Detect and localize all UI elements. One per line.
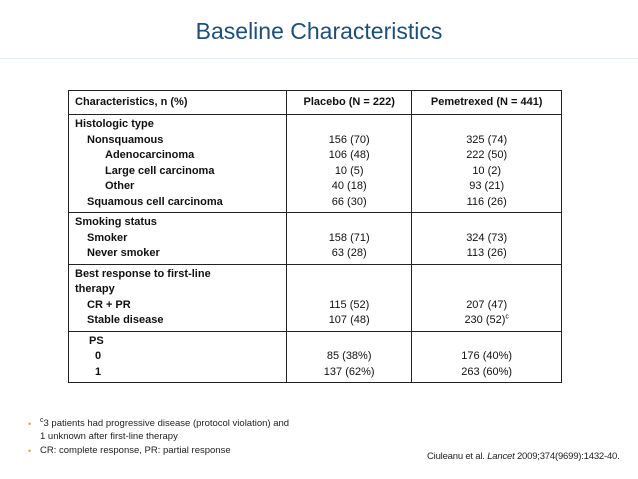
- cell-value: 324 (73): [466, 231, 508, 244]
- cell-value: 66 (30): [331, 195, 367, 208]
- footnote-marker: c: [40, 416, 44, 424]
- row-label: Nonsquamous: [87, 133, 164, 146]
- ps-heading: PS: [89, 334, 104, 347]
- cell-value: 85 (38%): [326, 350, 372, 362]
- cell-value: 207 (47): [466, 298, 508, 311]
- smoking-placebo-values: [287, 213, 412, 265]
- footnote-text: 3 patients had progressive disease (protocol violation) and: [43, 418, 290, 429]
- row-label: Large cell carcinoma: [105, 164, 215, 177]
- cell-value: 176 (40%): [461, 350, 513, 362]
- citation-details: 2009;374(9699):1432-40.: [514, 451, 620, 462]
- title-divider: [0, 58, 638, 59]
- cell-value: 222 (50): [466, 149, 508, 161]
- cell-value: [418, 313, 555, 329]
- histology-heading: Histologic type: [75, 118, 154, 130]
- cell-value: 115 (52): [329, 298, 370, 311]
- cell-value: 10 (5): [334, 164, 364, 177]
- cell-value: 116 (26): [466, 195, 507, 208]
- row-label: Other: [105, 180, 135, 192]
- cell-value: 263 (60%): [461, 365, 513, 378]
- bullet-icon: •: [28, 419, 32, 429]
- smoking-pemetrexed-values: [412, 213, 562, 265]
- cell-value: 107 (48): [328, 314, 370, 326]
- slide-title: Baseline Characteristics: [195, 18, 443, 44]
- baseline-characteristics-table: [68, 90, 562, 383]
- cell-value: 63 (28): [331, 247, 367, 259]
- row-label: 0: [95, 350, 102, 362]
- ps-pemetrexed-values: [412, 331, 562, 383]
- footnote-text-cont: 1 unknown after first-line therapy: [40, 430, 178, 442]
- row-label: Stable disease: [87, 314, 164, 326]
- histology-placebo-values: [287, 115, 412, 213]
- response-pemetrexed-values: [412, 264, 562, 331]
- table-header-row: [69, 91, 562, 115]
- row-label: Adenocarcinoma: [105, 149, 195, 161]
- cell-value: 93 (21): [469, 180, 505, 192]
- table-row-response: [69, 264, 562, 331]
- footnotes: [28, 418, 358, 460]
- table-row-smoking: [69, 213, 562, 265]
- cell-value: 158 (71): [328, 231, 370, 244]
- response-labels: [69, 264, 287, 331]
- cell-value: 325 (74): [466, 133, 508, 146]
- row-label: CR + PR: [87, 298, 131, 311]
- histology-pemetrexed-values: [412, 115, 562, 213]
- footnote-abbreviations: [28, 445, 358, 458]
- cell-value: 113 (26): [466, 247, 507, 259]
- row-label: Squamous cell carcinoma: [87, 195, 223, 208]
- citation: [427, 451, 620, 462]
- footnote-marker: c: [505, 313, 509, 321]
- cell-value-text: 230 (52): [464, 314, 506, 326]
- cell-value: 106 (48): [328, 149, 370, 161]
- footnote-text: CR: complete response, PR: partial response: [40, 445, 231, 456]
- response-heading: Best response to first-line: [75, 267, 211, 280]
- citation-authors: Ciuleanu et al.: [427, 451, 488, 462]
- row-label: Never smoker: [87, 247, 160, 259]
- histology-labels: [69, 115, 287, 213]
- response-placebo-values: [287, 264, 412, 331]
- cell-value: 156 (70): [328, 133, 370, 146]
- smoking-labels: [69, 213, 287, 265]
- cell-value: 40 (18): [331, 180, 367, 192]
- cell-value: 10 (2): [472, 164, 502, 177]
- table-row-histology: [69, 115, 562, 213]
- ps-labels: [69, 331, 287, 383]
- cell-value: 137 (62%): [323, 365, 375, 378]
- response-heading-cont: therapy: [75, 283, 115, 295]
- bullet-icon: •: [28, 446, 32, 456]
- table-row-ps: [69, 331, 562, 383]
- citation-journal: Lancet: [487, 451, 515, 462]
- smoking-heading: Smoking status: [75, 216, 157, 228]
- row-label: 1: [95, 365, 102, 378]
- ps-placebo-values: [287, 331, 412, 383]
- header-characteristics: Characteristics, n (%): [69, 91, 287, 115]
- header-pemetrexed: Pemetrexed (N = 441): [412, 91, 562, 115]
- header-placebo: Placebo (N = 222): [287, 91, 412, 115]
- footnote-protocol-violation: [28, 418, 358, 443]
- row-label: Smoker: [87, 231, 128, 244]
